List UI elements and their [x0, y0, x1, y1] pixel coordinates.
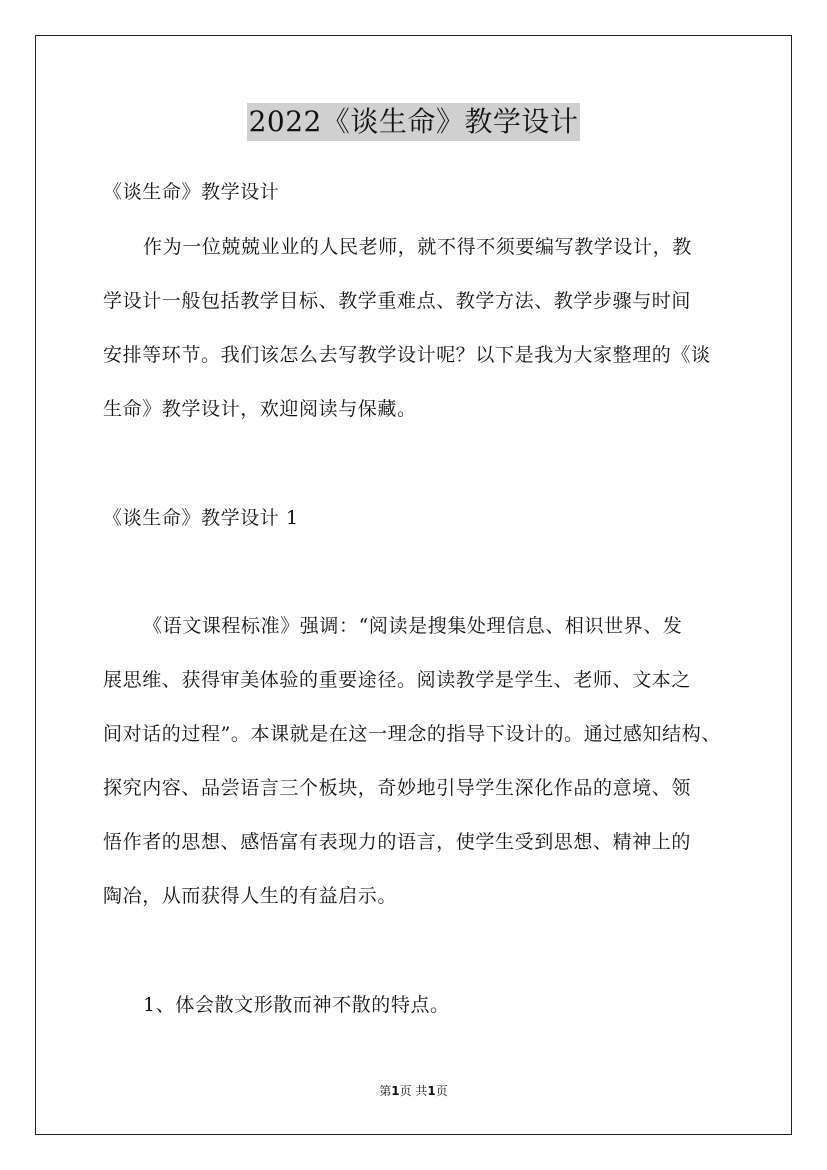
- footer-mid: 页 共: [399, 1084, 428, 1098]
- body-line-2: 展思维、获得审美体验的重要途径。阅读教学是学生、老师、文本之: [103, 669, 692, 691]
- body-line-4: 探究内容、品尝语言三个板块，奇妙地引导学生深化作品的意境、领: [103, 777, 692, 799]
- body-line-3: 间对话的过程”。本课就是在这一理念的指导下设计的。通过感知结构、: [103, 723, 721, 745]
- document-subtitle: 《谈生命》教学设计: [103, 181, 280, 203]
- page-footer: [0, 1083, 827, 1099]
- intro-line-2: 学设计一般包括教学目标、教学重难点、教学方法、教学步骤与时间: [103, 290, 692, 312]
- body-line-1: 《语文课程标准》强调：“阅读是搜集处理信息、相识世界、发: [143, 615, 683, 637]
- intro-line-1: 作为一位兢兢业业的人民老师，就不得不须要编写教学设计，教: [143, 236, 692, 258]
- list-item: 1、体会散文形散而神不散的特点。: [143, 994, 450, 1016]
- body-line-6: 陶冶，从而获得人生的有益启示。: [103, 885, 398, 907]
- body-line-5: 悟作者的思想、感悟富有表现力的语言，使学生受到思想、精神上的: [103, 831, 692, 853]
- footer-page-current: 1: [391, 1084, 400, 1098]
- intro-line-4: 生命》教学设计，欢迎阅读与保藏。: [103, 398, 417, 420]
- footer-suffix: 页: [435, 1084, 448, 1098]
- footer-page-total: 1: [427, 1084, 436, 1098]
- section-heading: 《谈生命》教学设计 1: [103, 507, 299, 529]
- footer-prefix: 第: [379, 1084, 392, 1098]
- document-title-wrap: [0, 103, 827, 141]
- intro-line-3: 安排等环节。我们该怎么去写教学设计呢？以下是我为大家整理的《谈: [103, 344, 711, 366]
- document-title: 2022《谈生命》教学设计: [247, 103, 581, 141]
